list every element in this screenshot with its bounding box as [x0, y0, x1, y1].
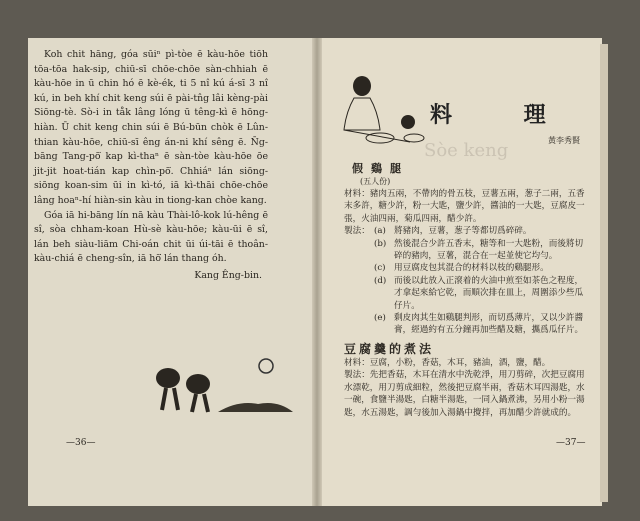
- page-title: 料 理: [430, 102, 578, 128]
- method: 製法：先把香菇，木耳在清水中洗乾淨，用刀剪碎，次把豆腐用水漂乾，用刀剪成細粒，然後把豆腐半兩，香菇木耳四湯匙，水一碗，食鹽半湯匙，白糖半湯匙，一同入鍋煮沸，另用小粉一湯匙，水五湯匙，調勻後加入湯鍋中攪拌，再加醋少許就成的。: [344, 370, 585, 418]
- step-text: 而後以此放入正滾着的火油中煎至如茶色之程度，才拿起來給它乾，而順次排在皿上，周圍添少些瓜仔片。: [394, 275, 584, 311]
- page-edges: [600, 44, 608, 502]
- paragraph: Góa iā hi-bāng lín nā kàu Thài-lô-kok lú-hêng ē sî, sòa chham-koan Hù-sè kàu-hōe; kàu-ūi ē sî, lán beh siàu-liām Chi-oán chit ūi úi-tāi ē thoân-kàu-chiá ē cheng-sîn, iā hō͘ lán thang óh.: [34, 209, 268, 265]
- ghost-heading: Sòe keng: [424, 140, 509, 161]
- method-label: 製法：: [344, 226, 370, 237]
- step-key: (a): [374, 226, 386, 237]
- ingredients: 材料：豬肉五兩，不帶肉的骨五枝，豆薯五兩，葱子二兩，五香末多許，糖少許，粉一大匙，鹽少許，醬油的一大匙，豆腐皮一張，火油四兩，菊瓜四兩，醋少許。: [344, 189, 585, 224]
- ingredients: 材料：豆腐，小粉，香菇，木耳，豬油，酒，鹽，醋。: [344, 357, 551, 368]
- recipe-title: 豆腐羹的煮法: [344, 341, 435, 356]
- book-gutter: [312, 38, 322, 506]
- page-number: —36—: [66, 438, 96, 448]
- step-text: 然後混合少許五香末，糖等和一大匙粉，而後將切碎的豬肉，豆薯，混合在一起並使它均勻。: [394, 238, 584, 262]
- page-number: —37—: [556, 438, 586, 448]
- paragraph: Koh chit hāng, góa sūiⁿ pì-tòe ē kàu-hōe tiōh tōa-tōa hak-sip, chiū-sī chōe-chōe sàn-chhiah ē kàu-hōe in ū chin hó ē kè-ék, ti 5 nî kú á-sī 3 nî kú, in beh khí chit keng súi ē pài-tn̂g lâi kèng-pài Siōng-tè. Sò-i in tåk lâng lóng ū têng-kì ē hōng-hiàn. Ū chit keng chin súi ē Bú-būn chòk ē Lûn-thian kàu-hōe, chiū-sī êng án-ni khí sêng ē. N̄g-bāng Tang-pō͘ kap kì-thaⁿ ē sàn-tòe kàu-hōe ōe jit-jit hoat-tián kap chìn-pō͘. Chhiáⁿ lán siōng-siōng koan-sim ūi in kì-tó, iā kì-thāi chōe-chōe lâng hoaⁿ-hí hiàn-sin kàu in tiong-kan chòe kang.: [34, 49, 268, 206]
- step-text: 剩皮肉其生如鷄腿判形，而切爲薄片，又以少許醬膏，經過約有五分鐘再加些醋及糖，攜爲瓜仔片。: [394, 313, 584, 336]
- signature: Kang Êng-bin.: [194, 269, 262, 281]
- author: 黃李秀賢: [548, 136, 580, 145]
- method: [344, 225, 590, 337]
- left-body-text: [34, 48, 268, 284]
- serving-size: (五人份): [360, 177, 391, 186]
- recipe-title: 假鷄腿: [352, 162, 409, 175]
- porters-illustration: [148, 356, 298, 416]
- step-key: (e): [374, 313, 386, 324]
- step-key: (c): [374, 263, 386, 274]
- recipes: [344, 162, 590, 419]
- step-key: (d): [374, 275, 387, 286]
- step-key: (b): [374, 238, 387, 249]
- step-text: 用豆腐皮包其混合的材料以枝的鷄腿形。: [394, 263, 549, 274]
- step-text: 將豬肉，豆薯，葱子等都切爲碎碎。: [394, 226, 532, 237]
